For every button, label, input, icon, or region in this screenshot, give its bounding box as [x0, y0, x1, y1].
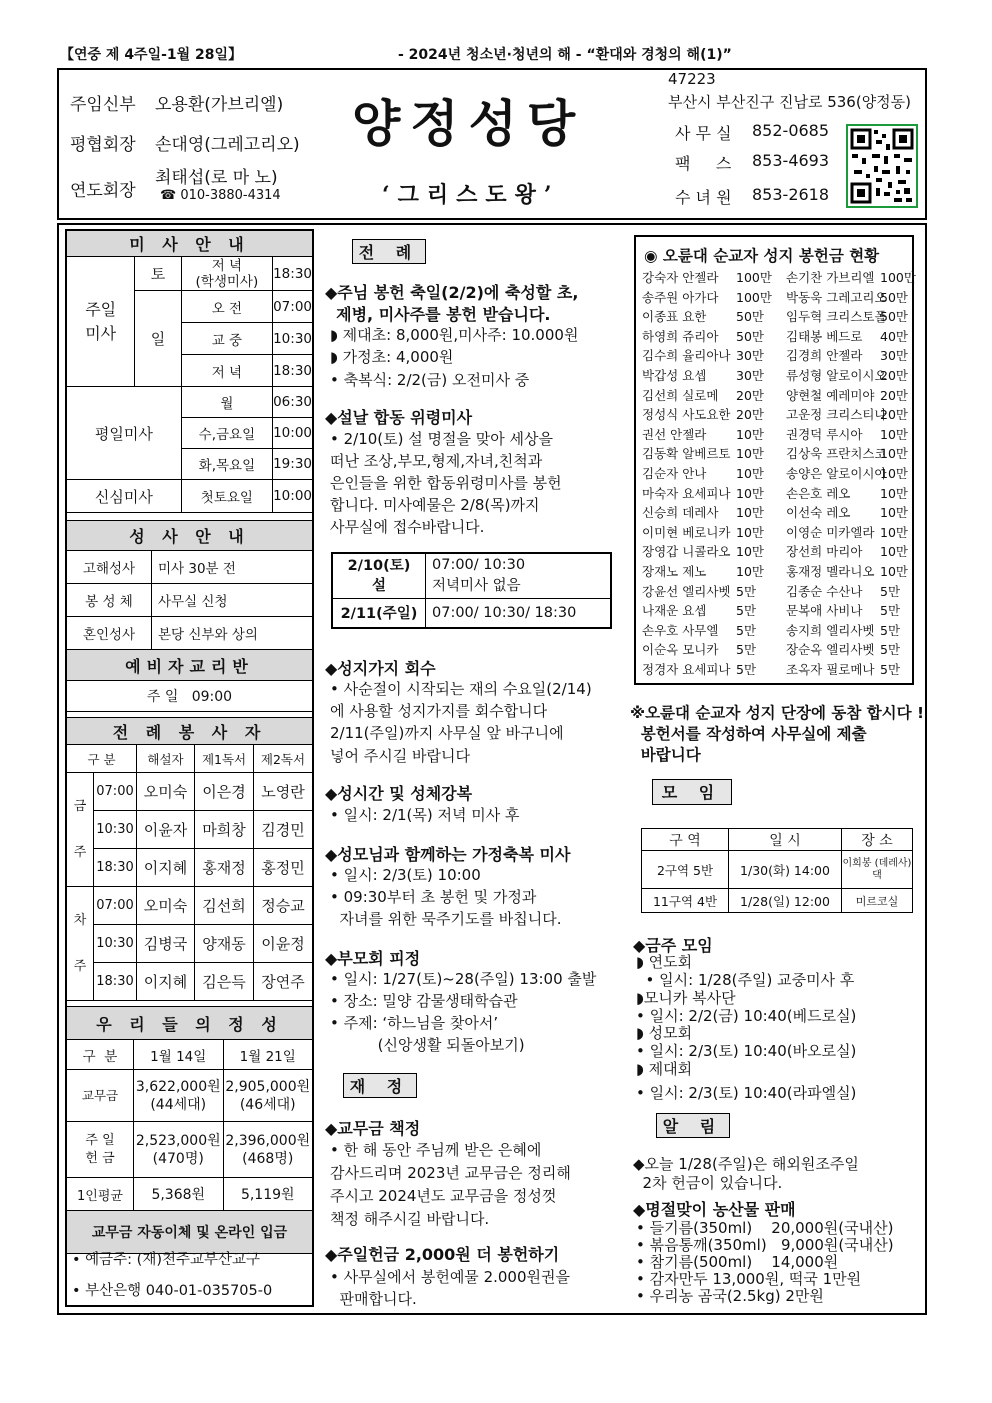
- weekday-day: 월: [181, 387, 272, 418]
- memorial-line: • 2/10(토) 설 명절을 맞아 세상을: [330, 430, 553, 448]
- mass-time: 18:30: [273, 355, 313, 387]
- donor-name: 송양은 알로이시아: [786, 466, 887, 481]
- meeting-time: 1/28(일) 12:00: [729, 889, 842, 913]
- server-name: 마희창: [195, 811, 254, 849]
- server-time: 07:00: [94, 887, 137, 925]
- produce-item: • 우리농 곰국(2.5kg) 2만원: [636, 1287, 824, 1305]
- donation-amount: 10만: [880, 564, 908, 579]
- meetings-header: 구 역: [642, 829, 729, 851]
- finance-label: 재 정: [343, 1073, 417, 1098]
- donor-name: 김동확 알베르토: [642, 446, 731, 462]
- office-phone: 852-0685: [752, 121, 830, 140]
- server-name: 오미숙: [137, 887, 195, 925]
- convent-phone: 853-2618: [752, 185, 830, 204]
- server-name: 이은경: [195, 773, 254, 811]
- weekday-time: 19:30: [273, 449, 313, 480]
- meeting-place: 미르코실: [842, 889, 913, 913]
- offering-amount: 3,622,000원: [135, 1078, 221, 1095]
- holiday-mass-table: [331, 552, 612, 629]
- donation-amount: 10만: [880, 524, 908, 540]
- group-time: • 일시: 2/2(금) 10:40(베드로실): [636, 1007, 857, 1025]
- palm-line: • 사순절이 시작되는 재의 수요일(2/14): [330, 680, 592, 698]
- holiday-date: 2/11(주일): [332, 598, 426, 628]
- donor-name: 손기찬 가브리엘: [786, 270, 875, 285]
- donor-name: 김종순 수산나: [786, 583, 863, 599]
- servers-header: 제2독서: [254, 745, 313, 773]
- server-name: 정승교: [254, 887, 313, 925]
- donor-name: 정경자 요세피나: [642, 662, 731, 677]
- donor-name: 강숙자 안젤라: [642, 270, 719, 285]
- sacrament-kind: 봉 성 체: [67, 584, 152, 617]
- donor-name: 박동욱 그레고리오: [786, 289, 887, 305]
- donor-name: 조옥자 필로메나: [786, 662, 875, 677]
- donor-name: 강윤선 엘리사벳: [642, 583, 731, 599]
- dues-line: 감사드리며 2023년 교무금은 정리해: [330, 1164, 571, 1182]
- donor-name: 김상욱 프란치스코: [786, 446, 887, 462]
- server-name: 장연주: [254, 963, 313, 1001]
- donation-amount: 100만: [736, 289, 772, 305]
- candle-line: ◗ 제대초: 8,000원,미사주: 10.000원: [330, 326, 579, 344]
- donation-amount: 50만: [880, 289, 908, 305]
- donation-amount: 40만: [880, 328, 908, 344]
- donor-name: 신승희 데레사: [642, 505, 719, 521]
- produce-item: • 볶음통깨(350ml) 9,000원(국내산): [636, 1236, 894, 1254]
- server-name: 이지혜: [137, 849, 195, 887]
- server-name: 김선희: [195, 887, 254, 925]
- donation-title: ◉ 오륜대 순교자 성지 봉헌금 현황: [644, 247, 880, 265]
- dues-line: • 한 해 동안 주님께 받은 은혜에: [330, 1141, 542, 1159]
- offering-amount: 5,119원: [223, 1178, 313, 1211]
- server-name: 이지혜: [137, 963, 195, 1001]
- donation-amount: 5만: [736, 662, 757, 677]
- holiday-note: 저녁미사 없음: [432, 577, 521, 594]
- donation-amount: 5만: [880, 603, 901, 619]
- donation-amount: 10만: [736, 446, 764, 462]
- offering-table: [66, 1006, 313, 1254]
- server-time: 07:00: [94, 773, 137, 811]
- donation-note: 봉헌서를 작성하여 사무실에 제출: [630, 725, 867, 743]
- catechumen-time: 주 일 09:00: [67, 681, 313, 712]
- donation-amount: 10만: [880, 505, 908, 521]
- server-time: 18:30: [94, 963, 137, 1001]
- donation-note: ※오륜대 순교자 성지 단장에 동참 합시다 !: [630, 704, 925, 722]
- donor-name: 손은호 레오: [786, 485, 851, 501]
- family-mass-line: 자녀를 위한 묵주기도를 바칩니다.: [330, 910, 562, 928]
- dues-heading: ◆교무금 책정: [325, 1119, 421, 1138]
- group-name: ◗ 성모회: [636, 1024, 693, 1042]
- weekday-day: 수,금요일: [181, 418, 272, 449]
- servers-header: 해설자: [137, 745, 195, 773]
- devotion-day: 첫토요일: [181, 480, 272, 513]
- produce-item: • 참기름(500ml) 14,000원: [636, 1253, 839, 1271]
- donor-name: 홍재정 멜라니오: [786, 564, 875, 579]
- server-name: 이윤정: [254, 925, 313, 963]
- donation-amount: 10만: [736, 466, 764, 481]
- offering-count: (468명): [242, 1150, 294, 1167]
- donation-amount: 10만: [736, 544, 764, 560]
- pastor-label: 주임신부: [70, 95, 136, 115]
- family-mass-line: • 일시: 2/3(토) 10:00: [330, 866, 481, 884]
- fax-label: 팩 스: [675, 154, 732, 173]
- year-theme: - 2024년 청소년·청년의 해 - “환대와 경청의 해(1)”: [398, 47, 732, 63]
- donor-name: 정성식 사도요한: [642, 407, 731, 423]
- server-name: 김경민: [254, 811, 313, 849]
- offering-kind: 주 일 헌 금: [67, 1122, 134, 1178]
- mass-title: 미 사 안 내: [67, 231, 313, 257]
- mass-time: 07:00: [273, 291, 313, 323]
- devotion-mass-label: 신심미사: [67, 480, 182, 513]
- palm-line: 넣어 주시길 바랍니다: [330, 747, 470, 765]
- sun-label: 일: [135, 291, 181, 387]
- youth-phone: ☎ 010-3880-4314: [160, 188, 281, 203]
- server-name: 노영란: [254, 773, 313, 811]
- issue-label: 【연중 제 4주일-1월 28일】: [60, 47, 243, 63]
- donor-name: 김경희 안젤라: [786, 348, 863, 364]
- meetings-table: [641, 828, 913, 913]
- address: 부산시 부산진구 진남로 536(양정동): [668, 93, 912, 111]
- donation-amount: 50만: [736, 328, 764, 344]
- holiday-times: 07:00/ 10:30: [432, 556, 526, 573]
- produce-item: • 감자만두 13,000원, 떡국 1만원: [636, 1270, 862, 1288]
- family-mass-line: • 09:30부터 초 봉헌 및 가정과: [330, 888, 537, 906]
- produce-sale-heading: ◆명절맞이 농산물 판매: [633, 1200, 796, 1219]
- donation-note: 바랍니다: [630, 746, 701, 764]
- group-time: • 일시: 2/3(토) 10:40(라파엘실): [636, 1084, 857, 1102]
- donation-amount: 20만: [880, 387, 908, 403]
- servers-table: [66, 717, 313, 1001]
- server-name: 양재동: [195, 925, 254, 963]
- church-subtitle: ‘그리스도왕’: [382, 182, 560, 208]
- palm-line: 에 사용할 성지가지를 회수합니다: [330, 702, 548, 720]
- donation-amount: 5만: [880, 662, 901, 677]
- mass-row-name: 저 녁: [211, 257, 243, 274]
- sacrament-info: 사무실 신청: [152, 584, 313, 617]
- donor-name: 송지희 엘리사벳: [786, 622, 875, 638]
- notice-line: ◆오늘 1/28(주일)은 해외원조주일: [633, 1155, 859, 1173]
- donation-amount: 30만: [880, 348, 908, 364]
- liturgy-label: 전 례: [352, 239, 426, 264]
- offering-amount: 2,396,000원: [225, 1132, 311, 1149]
- donor-name: 권선 안젤라: [642, 426, 707, 442]
- donation-amount: 10만: [736, 564, 764, 579]
- donor-name: 송주원 아가다: [642, 289, 719, 305]
- donor-name: 김수희 율리아나: [642, 348, 731, 364]
- server-time: 10:30: [94, 811, 137, 849]
- donor-name: 김선희 실로메: [642, 387, 719, 403]
- donation-amount: 5만: [736, 622, 757, 638]
- donor-name: 박갑성 요셉: [642, 368, 707, 383]
- donation-amount: 5만: [736, 603, 757, 619]
- next-week-label: 차주: [67, 887, 94, 1001]
- donation-amount: 10만: [736, 524, 764, 540]
- mass-row-name: 오 전: [181, 291, 272, 323]
- meetings-header: 일 시: [729, 829, 842, 851]
- donation-amount: 5만: [880, 622, 901, 638]
- donation-amount: 5만: [880, 642, 901, 658]
- sat-label: 토: [135, 257, 181, 291]
- servers-header: 제1독서: [195, 745, 254, 773]
- donor-name: 장순옥 엘리사벳: [786, 642, 875, 658]
- donation-amount: 10만: [880, 544, 908, 560]
- weekday-day: 화,목요일: [181, 449, 272, 480]
- candle-line: • 축복식: 2/2(금) 오전미사 중: [330, 371, 530, 389]
- group-time: • 일시: 1/28(주일) 교중미사 후: [636, 971, 855, 989]
- devotion-time: 10:00: [273, 480, 313, 513]
- donation-amount: 100만: [880, 270, 916, 285]
- dues-line: 책정 해주시길 바랍니다.: [330, 1210, 490, 1228]
- council-label: 평협회장: [70, 135, 136, 155]
- donation-amount: 20만: [880, 368, 908, 383]
- donation-amount: 30만: [736, 368, 764, 383]
- sunday-offering-line: 판매합니다.: [330, 1290, 417, 1308]
- memorial-mass-heading: ◆설날 합동 위령미사: [325, 408, 473, 427]
- offering-amount: 5,368원: [134, 1178, 224, 1211]
- donor-name: 손우호 사무엘: [642, 622, 719, 638]
- meeting-time: 1/30(화) 14:00: [729, 851, 842, 889]
- donor-name: 장재노 제노: [642, 564, 707, 579]
- mass-row-note: (학생미사): [195, 273, 259, 290]
- donor-name: 마숙자 요세피나: [642, 485, 731, 501]
- retreat-line: (신앙생활 되돌아보기): [330, 1036, 525, 1054]
- donation-amount: 50만: [736, 309, 764, 325]
- donor-name: 양현철 예레미야: [786, 387, 875, 403]
- donor-name: 김태봉 베드로: [786, 328, 863, 344]
- bank-account: • 부산은행 040-01-035705-0: [72, 1283, 273, 1299]
- servers-title: 전 례 봉 사 자: [67, 718, 313, 745]
- memorial-line: 합니다. 미사예물은 2/8(목)까지: [330, 496, 540, 514]
- account-holder: • 예금주: (재)천주교부산교구: [72, 1252, 261, 1268]
- notice-line: 2차 헌금이 있습니다.: [633, 1174, 783, 1192]
- group-time: • 일시: 2/3(토) 10:40(바오로실): [636, 1042, 857, 1060]
- sacrament-title: 성 사 안 내: [67, 521, 313, 551]
- meetings-label: 모 임: [652, 779, 732, 805]
- meetings-header: 장 소: [842, 829, 913, 851]
- offering-count: (46세대): [239, 1096, 296, 1113]
- server-name: 김병국: [137, 925, 195, 963]
- donation-amount: 10만: [880, 485, 908, 501]
- sunday-offering-heading: ◆주일헌금 2,000원 더 봉헌하기: [325, 1245, 560, 1264]
- server-time: 18:30: [94, 849, 137, 887]
- offering-kind: 교무금: [67, 1070, 134, 1122]
- sacrament-kind: 혼인성사: [67, 617, 152, 650]
- sacrament-kind: 고해성사: [67, 551, 152, 584]
- holiday-date: 2/10(토): [347, 557, 411, 574]
- offering-amount: 2,523,000원: [135, 1132, 221, 1149]
- offering-kind: 1인평균: [67, 1178, 134, 1211]
- weekday-time: 06:30: [273, 387, 313, 418]
- server-name: 이윤자: [137, 811, 195, 849]
- mass-row-name: 교 중: [181, 323, 272, 355]
- donor-name: 이순옥 모니카: [642, 642, 719, 658]
- palm-heading: ◆성지가지 회수: [325, 659, 436, 678]
- holiday-name: 설: [371, 577, 386, 594]
- offering-amount: 2,905,000원: [225, 1078, 311, 1095]
- meeting-group: 2구역 5반: [642, 851, 729, 889]
- church-title: 양정성당: [352, 94, 586, 153]
- donation-amount: 5만: [880, 583, 901, 599]
- donation-amount: 50만: [880, 309, 908, 325]
- donation-amount: 100만: [736, 270, 772, 285]
- palm-line: 2/11(주일)까지 사무실 앞 바구니에: [330, 724, 564, 742]
- server-time: 10:30: [94, 925, 137, 963]
- mass-time: 18:30: [273, 257, 313, 291]
- server-name: 홍재정: [195, 849, 254, 887]
- donor-name: 장선희 마리아: [786, 544, 863, 560]
- sunday-mass-label: 주일미사: [67, 257, 135, 387]
- sacrament-info: 미사 30분 전: [152, 551, 313, 584]
- server-name: 오미숙: [137, 773, 195, 811]
- donation-amount: 10만: [880, 446, 908, 462]
- donor-name: 김순자 안나: [642, 466, 707, 481]
- donation-amount: 5만: [736, 642, 757, 658]
- youth-label: 연도회장: [70, 181, 136, 201]
- convent-label: 수 녀 원: [675, 188, 732, 207]
- donor-name: 고운정 크리스티나: [786, 407, 887, 423]
- server-name: 김은득: [195, 963, 254, 1001]
- donor-name: 권경덕 루시아: [786, 426, 863, 442]
- holy-hour-heading: ◆성시간 및 성체강복: [325, 784, 473, 803]
- donor-name: 장영갑 니콜라오: [642, 544, 731, 560]
- memorial-line: 사무실에 접수바랍니다.: [330, 518, 485, 536]
- youth-name: 최태섭(로 마 노): [155, 168, 278, 188]
- catechumen-title: 예비자교리반: [67, 650, 313, 681]
- this-week-label: 금주: [67, 773, 94, 887]
- week-meetings-heading: ◆금주 모임: [633, 936, 713, 955]
- weekday-mass-label: 평일미사: [67, 387, 182, 480]
- memorial-line: 떠난 조상,부모,형제,자녀,친척과: [330, 452, 543, 470]
- zip-code: 47223: [668, 70, 716, 88]
- candle-line: ◗ 가정초: 4,000원: [330, 348, 454, 366]
- donation-amount: 20만: [736, 387, 764, 403]
- offering-header: 1월 21일: [223, 1040, 313, 1070]
- mass-row-name: 저 녁: [181, 355, 272, 387]
- donation-amount: 10만: [736, 485, 764, 501]
- mass-table: [66, 230, 313, 513]
- offering-header: 1월 14일: [134, 1040, 224, 1070]
- holy-hour-line: • 일시: 2/1(목) 저녁 미사 후: [330, 806, 520, 824]
- retreat-line: • 주제: ‘하느님을 찾아서’: [330, 1014, 499, 1032]
- donation-amount: 10만: [880, 426, 908, 442]
- produce-item: • 들기름(350ml) 20,000원(국내산): [636, 1219, 894, 1237]
- donor-name: 류성형 알로이시오: [786, 368, 887, 383]
- offering-title: 우 리 들 의 정 성: [67, 1007, 313, 1040]
- donor-name: 이종표 요한: [642, 309, 707, 325]
- holiday-times: 07:00/ 10:30/ 18:30: [426, 598, 612, 628]
- fax-phone: 853-4693: [752, 151, 830, 170]
- donor-name: 이영순 미카엘라: [786, 524, 875, 540]
- server-name: 홍정민: [254, 849, 313, 887]
- sacrament-info: 본당 신부와 상의: [152, 617, 313, 650]
- donation-amount: 10만: [880, 466, 908, 481]
- donation-amount: 30만: [736, 348, 764, 364]
- council-name: 손대영(그레고리오): [155, 135, 300, 155]
- donor-name: 임두혁 크리스토폴: [786, 309, 887, 325]
- donation-amount: 10만: [736, 426, 764, 442]
- pastor-name: 오용환(가브리엘): [155, 95, 284, 115]
- transfer-title: 교무금 자동이체 및 온라인 입금: [67, 1211, 313, 1254]
- memorial-line: 은인들을 위한 합동위령미사를 봉헌: [330, 474, 562, 492]
- candle-heading: ◆주님 봉헌 축일(2/2)에 축성할 초,: [325, 283, 579, 302]
- weekday-time: 10:00: [273, 418, 313, 449]
- donation-amount: 5만: [736, 583, 757, 599]
- donation-amount: 20만: [736, 407, 764, 423]
- office-label: 사 무 실: [675, 124, 732, 143]
- retreat-heading: ◆부모회 피정: [325, 949, 421, 968]
- candle-heading-2: 제병, 미사주를 봉헌 받습니다.: [325, 305, 551, 324]
- family-mass-heading: ◆성모님과 함께하는 가정축복 미사: [325, 845, 571, 864]
- donor-name: 문복애 사비나: [786, 603, 863, 619]
- retreat-line: • 일시: 1/27(토)~28(주일) 13:00 출발: [330, 970, 597, 988]
- sacrament-table: [66, 520, 313, 712]
- dues-line: 주시고 2024년도 교무금을 정성껏: [330, 1187, 557, 1205]
- donor-name: 나재운 요셉: [642, 603, 707, 619]
- notices-label: 알 림: [656, 1113, 730, 1138]
- donation-amount: 10만: [736, 505, 764, 521]
- donation-amount: 20만: [880, 407, 908, 423]
- donor-name: 이선숙 레오: [786, 505, 851, 521]
- donor-name: 하영희 쥬리아: [642, 328, 719, 344]
- offering-count: (44세대): [150, 1096, 207, 1113]
- group-name: ◗ 제대회: [636, 1060, 693, 1078]
- servers-header: 구 분: [67, 745, 137, 773]
- offering-header: 구 분: [67, 1040, 134, 1070]
- retreat-line: • 장소: 밀양 감물생태학습관: [330, 992, 518, 1010]
- qr-code[interactable]: [846, 124, 918, 208]
- donor-name: 이미현 베로니카: [642, 524, 731, 540]
- group-name: ◗ 연도회: [636, 953, 693, 971]
- meeting-group: 11구역 4반: [642, 889, 729, 913]
- meeting-place: 이희봉 (데레사)댁: [842, 851, 913, 889]
- sunday-offering-line: • 사무실에서 봉헌예물 2.000원권을: [330, 1268, 570, 1286]
- mass-time: 10:30: [273, 323, 313, 355]
- group-name: ◗모니카 복사단: [636, 989, 736, 1007]
- offering-count: (470명): [152, 1150, 204, 1167]
